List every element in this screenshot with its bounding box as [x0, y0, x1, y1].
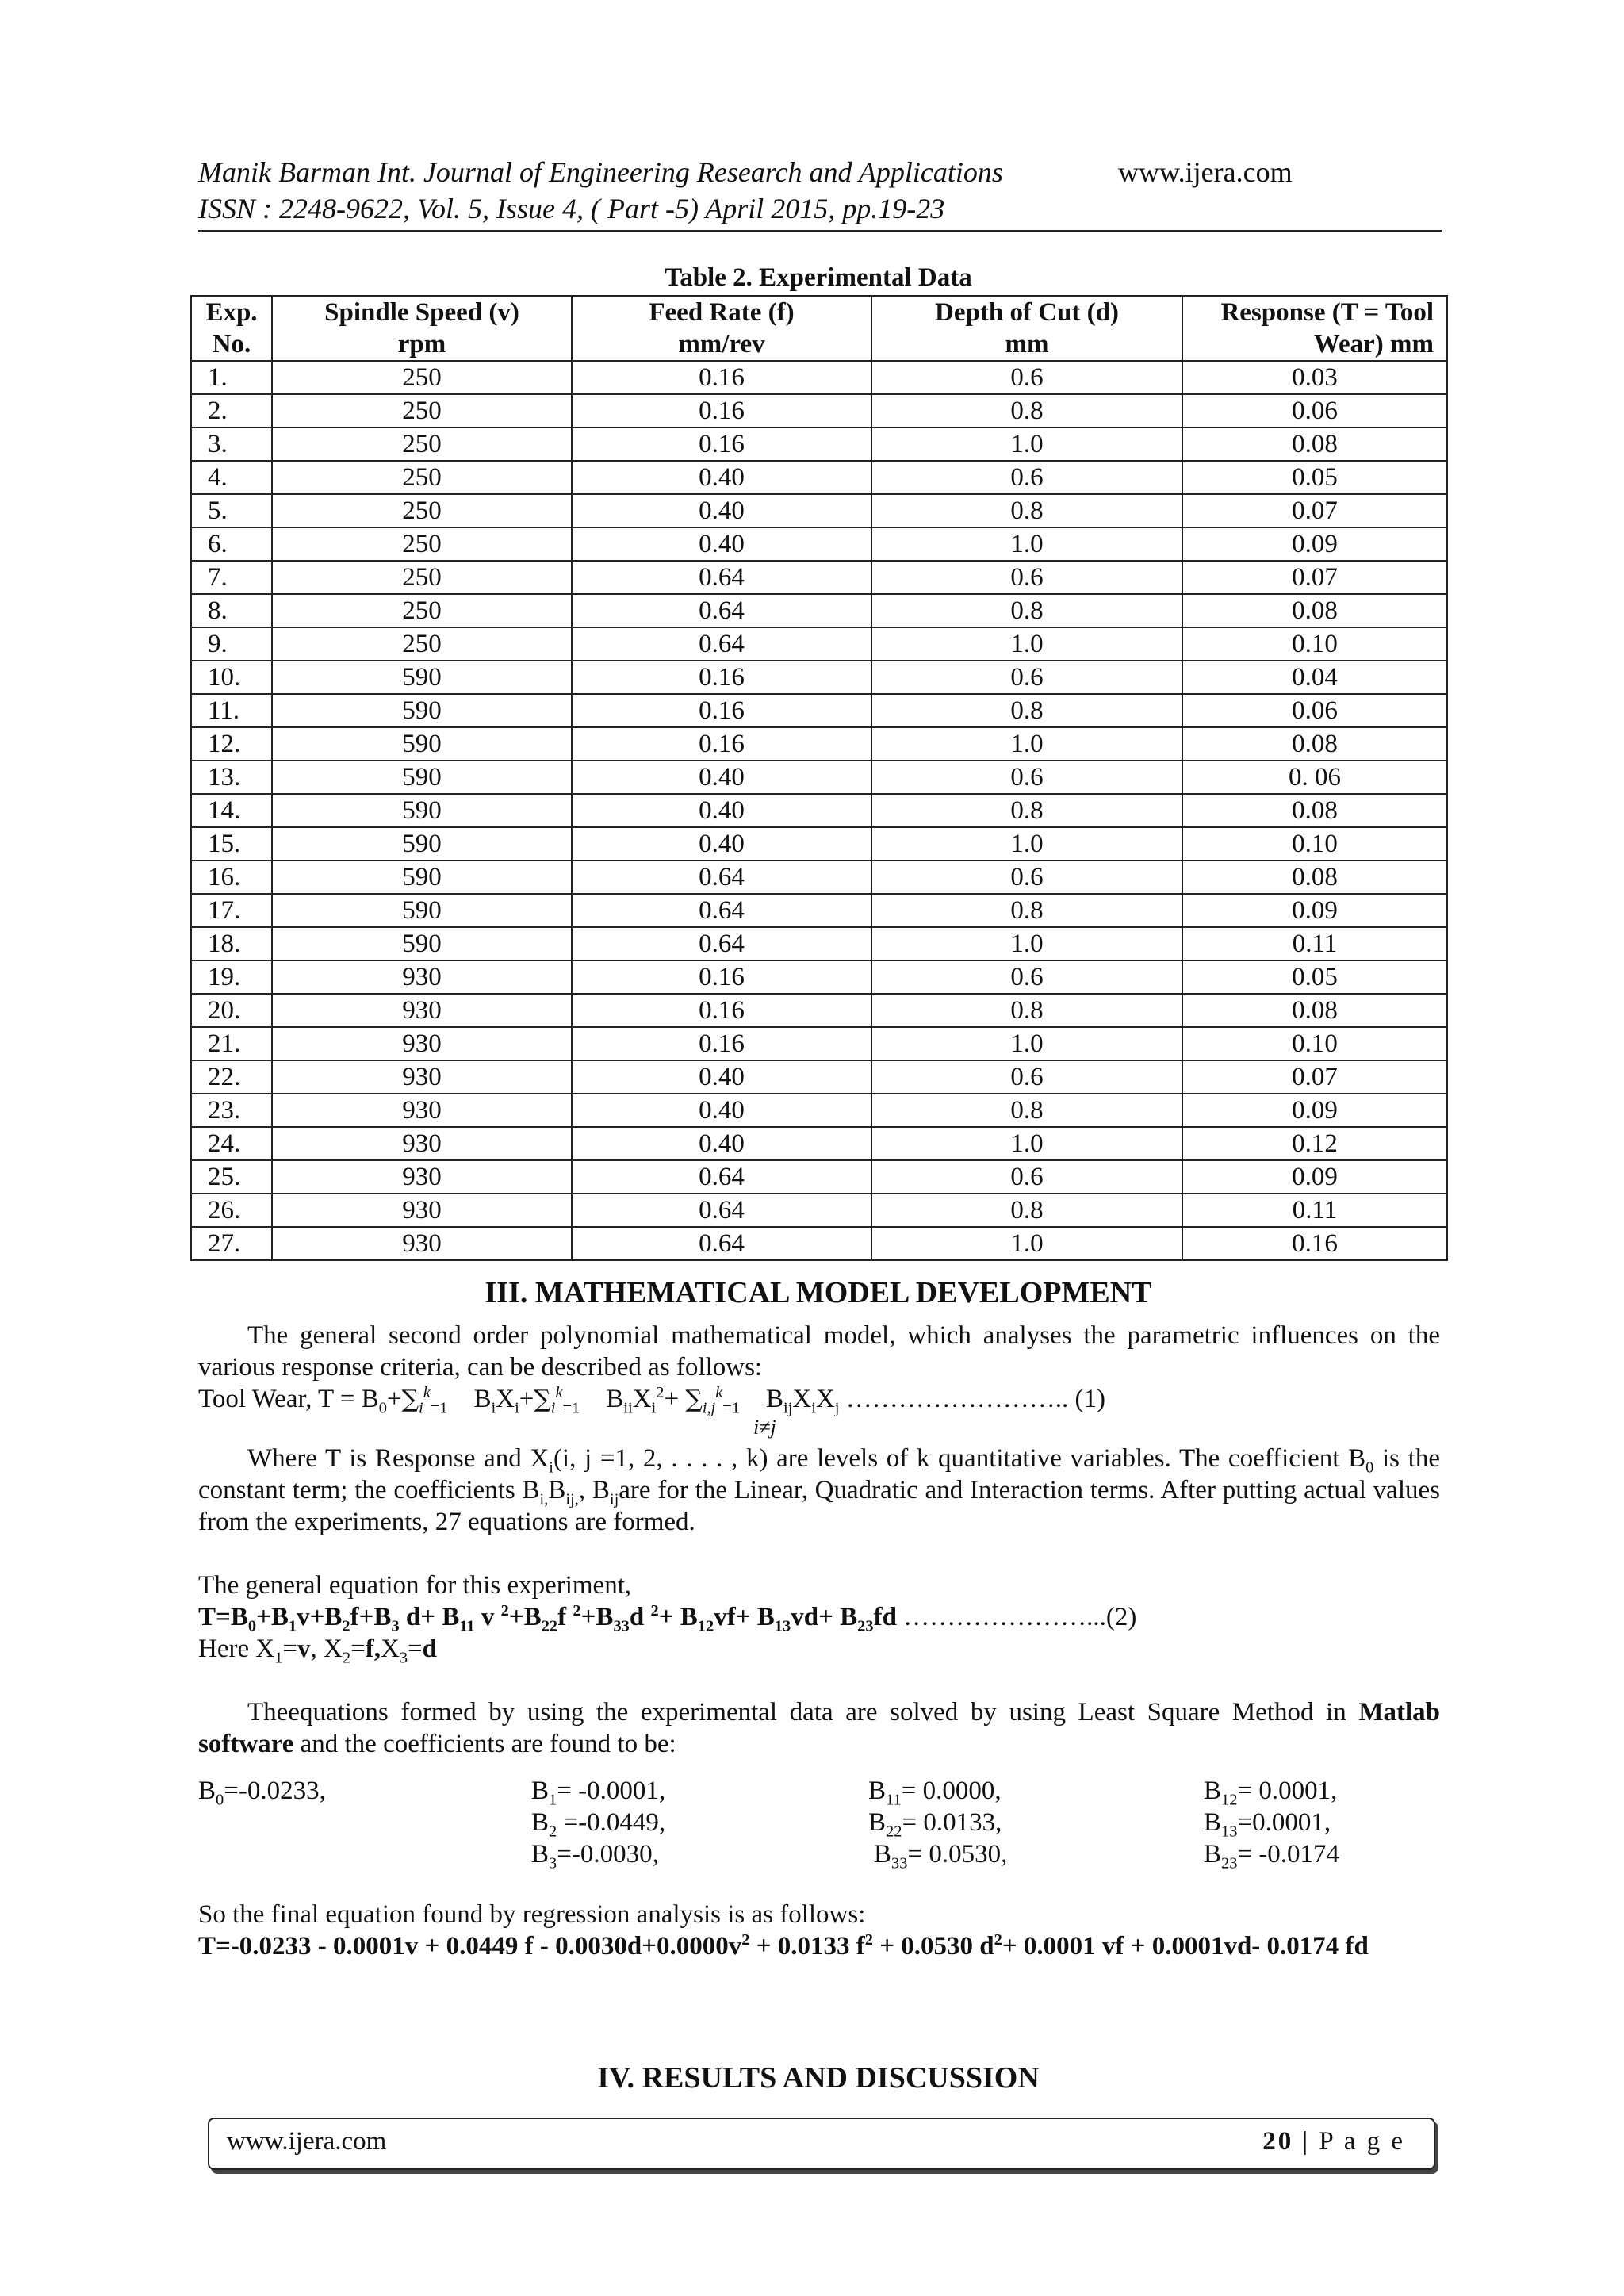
table-cell: 26.: [191, 1194, 272, 1227]
table-row: [191, 661, 1447, 694]
table-row: [191, 927, 1447, 960]
coef-b22: $B_{22}= 0.0133$,: [868, 1808, 1002, 1841]
table-cell: 0.64: [572, 594, 871, 627]
coef-b0: $B_0=-0.0233$,: [198, 1777, 326, 1809]
table-cell: 0.04: [1182, 661, 1447, 694]
table-cell: 0.08: [1182, 861, 1447, 894]
table-cell: 25.: [191, 1160, 272, 1194]
table-cell: 0.11: [1182, 927, 1447, 960]
table-cell: 0.8: [871, 394, 1182, 427]
table-cell: 0.64: [572, 861, 871, 894]
table-cell: 590: [272, 827, 572, 861]
table-row: [191, 1094, 1447, 1127]
table-cell: 0.8: [871, 1094, 1182, 1127]
variable-definitions: Here $X_1=v$, $X_2=f,X_3=d$: [198, 1635, 438, 1667]
coef-b13: $B_{13}=0.0001$,: [1204, 1808, 1331, 1841]
table-cell: 0.08: [1182, 427, 1447, 461]
table-cell: 16.: [191, 861, 272, 894]
table-cell: 930: [272, 1060, 572, 1094]
table-cell: 0.16: [1182, 1227, 1447, 1260]
table-cell: 0.8: [871, 694, 1182, 727]
table-cell: 0.40: [572, 1127, 871, 1160]
table-cell: 13.: [191, 761, 272, 794]
table-cell: 1.0: [871, 527, 1182, 561]
header-website: www.ijera.com: [1118, 156, 1293, 188]
table-row: [191, 527, 1447, 561]
table-cell: 250: [272, 361, 572, 394]
table-row: [191, 727, 1447, 761]
table-cell: 0.40: [572, 761, 871, 794]
table-cell: 0.6: [871, 861, 1182, 894]
table-cell: 250: [272, 427, 572, 461]
coef-b11: $B_{11}= 0.0000$,: [868, 1777, 1002, 1809]
table-cell: 12.: [191, 727, 272, 761]
table-cell: 0.09: [1182, 527, 1447, 561]
table-cell: 930: [272, 1160, 572, 1194]
table-cell: 10.: [191, 661, 272, 694]
table-cell: 0. 06: [1182, 761, 1447, 794]
table-row: [191, 494, 1447, 527]
table-cell: 8.: [191, 594, 272, 627]
table-cell: 0.05: [1182, 461, 1447, 494]
header-spindle-speed: Spindle Speed (v) rpm: [272, 296, 572, 361]
table-cell: 0.09: [1182, 1160, 1447, 1194]
table-row: [191, 861, 1447, 894]
table-cell: 1.0: [871, 827, 1182, 861]
header-exp-no: Exp. No.: [191, 296, 272, 361]
table-cell: 1.0: [871, 927, 1182, 960]
table-row: [191, 394, 1447, 427]
table-cell: 930: [272, 960, 572, 994]
running-header: [198, 154, 1443, 227]
table-cell: 15.: [191, 827, 272, 861]
table-cell: 1.0: [871, 1127, 1182, 1160]
table-cell: 0.64: [572, 561, 871, 594]
table-cell: 2.: [191, 394, 272, 427]
table-row: [191, 561, 1447, 594]
table-cell: 0.40: [572, 1060, 871, 1094]
table-cell: 0.6: [871, 461, 1182, 494]
table-cell: 0.40: [572, 461, 871, 494]
table-cell: 0.08: [1182, 794, 1447, 827]
table-cell: 930: [272, 1027, 572, 1060]
table-cell: 0.16: [572, 694, 871, 727]
table-cell: 19.: [191, 960, 272, 994]
equation-1: Tool Wear, $T = B_0+\sum_i^k_{=1}$ $B_iX_i+\sum_i^k_{=1}$ $B_{ii}X_i^2+ \sum_{i,j}^k_{=1}$ $B_{ij}X_iX_j$ …………………….. (1): [198, 1384, 1105, 1417]
page-footer: [208, 2118, 1435, 2170]
table-row: [191, 894, 1447, 927]
table-row: [191, 1227, 1447, 1260]
table-cell: 0.40: [572, 527, 871, 561]
where-paragraph: Where T is Response and $X_i(i$, j =1, 2, . . . . , k) are levels of k quantitative variables. The coefficient $B_0$ is the constant term; the coefficients $B_{i,}B_{ij,}$, $B_{ij}are$ for the Linear, Quadratic and Interaction terms. After putting actual values from the experiments, 27 equations are formed.: [198, 1444, 1441, 1536]
table-cell: 590: [272, 927, 572, 960]
table-cell: 0.40: [572, 494, 871, 527]
table-cell: 590: [272, 694, 572, 727]
table-cell: 0.16: [572, 994, 871, 1027]
table-row: [191, 994, 1447, 1027]
general-equation-intro: The general equation for this experiment,: [198, 1571, 632, 1600]
coef-b1: $B_1= -0.0001$,: [531, 1777, 666, 1809]
table-cell: 0.6: [871, 761, 1182, 794]
table-cell: 0.64: [572, 894, 871, 927]
table-cell: 1.0: [871, 727, 1182, 761]
table-cell: 21.: [191, 1027, 272, 1060]
table-cell: 0.08: [1182, 594, 1447, 627]
table-row: [191, 960, 1447, 994]
table-cell: 0.12: [1182, 1127, 1447, 1160]
table-cell: 4.: [191, 461, 272, 494]
table-cell: 18.: [191, 927, 272, 960]
section-3-body: [198, 1320, 1440, 1760]
table-cell: 0.64: [572, 1227, 871, 1260]
table-cell: 27.: [191, 1227, 272, 1260]
table-cell: 0.64: [572, 627, 871, 661]
table-cell: 0.10: [1182, 1027, 1447, 1060]
table-cell: 0.16: [572, 1027, 871, 1060]
table-cell: 0.10: [1182, 627, 1447, 661]
table-cell: 17.: [191, 894, 272, 927]
coef-b2: $B_2 =-0.0449$,: [531, 1808, 666, 1841]
table-cell: 0.6: [871, 1060, 1182, 1094]
table-cell: 0.07: [1182, 561, 1447, 594]
table-cell: 590: [272, 661, 572, 694]
table-cell: 1.0: [871, 627, 1182, 661]
table-cell: 930: [272, 1194, 572, 1227]
table-cell: 0.6: [871, 361, 1182, 394]
table-cell: 0.6: [871, 561, 1182, 594]
table-cell: 0.16: [572, 361, 871, 394]
table-row: [191, 461, 1447, 494]
header-response: Response (T = Tool Wear) mm: [1182, 296, 1447, 361]
table-cell: 0.6: [871, 661, 1182, 694]
table-cell: 0.64: [572, 1160, 871, 1194]
table-cell: 20.: [191, 994, 272, 1027]
solve-paragraph: Theequations formed by using the experimental data are solved by using Least Square Method in Matlab software and the coefficients are found to be:: [198, 1698, 1440, 1758]
table-cell: 0.16: [572, 394, 871, 427]
table-cell: 0.8: [871, 594, 1182, 627]
table-cell: 0.64: [572, 1194, 871, 1227]
table-cell: 250: [272, 494, 572, 527]
table-row: [191, 694, 1447, 727]
table-cell: 23.: [191, 1094, 272, 1127]
table-cell: 590: [272, 727, 572, 761]
table-cell: 0.40: [572, 794, 871, 827]
table-row: [191, 1194, 1447, 1227]
table-cell: 1.0: [871, 1227, 1182, 1260]
coef-b23: $B_{23}= -0.0174$: [1204, 1840, 1340, 1872]
table-row: [191, 827, 1447, 861]
section-3-title: III. MATHEMATICAL MODEL DEVELOPMENT: [485, 1276, 1152, 1309]
table-row: [191, 594, 1447, 627]
table-cell: 24.: [191, 1127, 272, 1160]
table-cell: 590: [272, 761, 572, 794]
table-cell: 930: [272, 1227, 572, 1260]
table-cell: 250: [272, 594, 572, 627]
footer-page-label: 20 | P a g e: [1262, 2127, 1405, 2156]
section-4-title: IV. RESULTS AND DISCUSSION: [597, 2061, 1040, 2095]
footer-website: www.ijera.com: [227, 2127, 387, 2156]
table-cell: 0.09: [1182, 1094, 1447, 1127]
table-caption: Table 2. Experimental Data: [665, 263, 972, 292]
table-cell: 3.: [191, 427, 272, 461]
table-cell: 1.0: [871, 427, 1182, 461]
header-rule: [198, 230, 1442, 232]
table-row: [191, 761, 1447, 794]
table-cell: 250: [272, 527, 572, 561]
page-number: 20: [1262, 2127, 1294, 2156]
table-cell: 0.16: [572, 727, 871, 761]
table-cell: 0.08: [1182, 994, 1447, 1027]
final-equation: T=-0.0233 - 0.0001v + 0.0449 $f - 0.0030d+0.0000v^2 + 0.0133$ $f^2 + 0.0530$ $d^2+ 0.0001$ vf + 0.0001vd- 0.0174 fd: [198, 1931, 1369, 1961]
table-cell: 590: [272, 794, 572, 827]
table-cell: 9.: [191, 627, 272, 661]
table-cell: 0.08: [1182, 727, 1447, 761]
table-row: [191, 794, 1447, 827]
table-cell: 930: [272, 994, 572, 1027]
table-row: [191, 1160, 1447, 1194]
table-row: [191, 1060, 1447, 1094]
table-row: [191, 361, 1447, 394]
final-equation-block: [198, 1899, 1440, 1962]
table-cell: 930: [272, 1094, 572, 1127]
header-feed-rate: Feed Rate (f) mm/rev: [572, 296, 871, 361]
experimental-data-table: [190, 295, 1448, 1261]
table-cell: 7.: [191, 561, 272, 594]
table-cell: 0.16: [572, 960, 871, 994]
table-cell: 0.6: [871, 960, 1182, 994]
table-cell: 0.64: [572, 927, 871, 960]
table-cell: 0.06: [1182, 694, 1447, 727]
table-cell: 1.: [191, 361, 272, 394]
equation-1-condition: i≠j: [753, 1416, 776, 1439]
table-cell: 0.8: [871, 1194, 1182, 1227]
table-header-row: [191, 296, 1447, 361]
table-cell: 0.10: [1182, 827, 1447, 861]
table-row: [191, 1127, 1447, 1160]
header-depth-of-cut: Depth of Cut (d) mm: [871, 296, 1182, 361]
table-row: [191, 627, 1447, 661]
table-cell: 0.8: [871, 894, 1182, 927]
final-equation-intro: So the final equation found by regression analysis is as follows:: [198, 1900, 866, 1929]
journal-line: Manik Barman Int. Journal of Engineering Research and Applications: [198, 156, 1003, 188]
table-body: [191, 361, 1447, 1260]
table-cell: 250: [272, 627, 572, 661]
table-cell: 0.6: [871, 1160, 1182, 1194]
table-cell: 250: [272, 461, 572, 494]
table-cell: 0.40: [572, 827, 871, 861]
table-cell: 0.16: [572, 427, 871, 461]
table-cell: 6.: [191, 527, 272, 561]
table-cell: 14.: [191, 794, 272, 827]
table-cell: 0.07: [1182, 494, 1447, 527]
coef-b33: $B_{33}= 0.0530$,: [874, 1840, 1008, 1872]
table-cell: 0.07: [1182, 1060, 1447, 1094]
table-cell: 250: [272, 561, 572, 594]
table-cell: 0.8: [871, 494, 1182, 527]
coef-b12: $B_{12}= 0.0001$,: [1204, 1777, 1338, 1809]
table-cell: 0.8: [871, 994, 1182, 1027]
table-cell: 0.40: [572, 1094, 871, 1127]
table-cell: 0.8: [871, 794, 1182, 827]
coef-b3: $B_3=-0.0030$,: [531, 1840, 659, 1872]
intro-paragraph: The general second order polynomial mathematical model, which analyses the parametric influences on the various response criteria, can be described as follows:: [198, 1321, 1440, 1382]
table-cell: 0.05: [1182, 960, 1447, 994]
table-cell: 590: [272, 894, 572, 927]
table-cell: 5.: [191, 494, 272, 527]
table-cell: 0.16: [572, 661, 871, 694]
table-cell: 930: [272, 1127, 572, 1160]
table-row: [191, 427, 1447, 461]
table-cell: 11.: [191, 694, 272, 727]
table-row: [191, 1027, 1447, 1060]
table-cell: 0.11: [1182, 1194, 1447, 1227]
table-cell: 0.06: [1182, 394, 1447, 427]
issn-line: ISSN : 2248-9622, Vol. 5, Issue 4, ( Part -5) April 2015, pp.19-23: [198, 193, 945, 224]
table-cell: 1.0: [871, 1027, 1182, 1060]
table-cell: 250: [272, 394, 572, 427]
table-cell: 590: [272, 861, 572, 894]
equation-2: $T=B_0+B_1v+B_2f+B_3$ $d+ B_{11}$ v $^2+B_{22}f$ $^2+B_{33}d$ $^2+ B_{12}vf+ B_{13}vd+ B_{23}fd$ …………………...(2): [198, 1602, 1137, 1635]
table-cell: 0.09: [1182, 894, 1447, 927]
table-cell: 22.: [191, 1060, 272, 1094]
table-cell: 0.03: [1182, 361, 1447, 394]
